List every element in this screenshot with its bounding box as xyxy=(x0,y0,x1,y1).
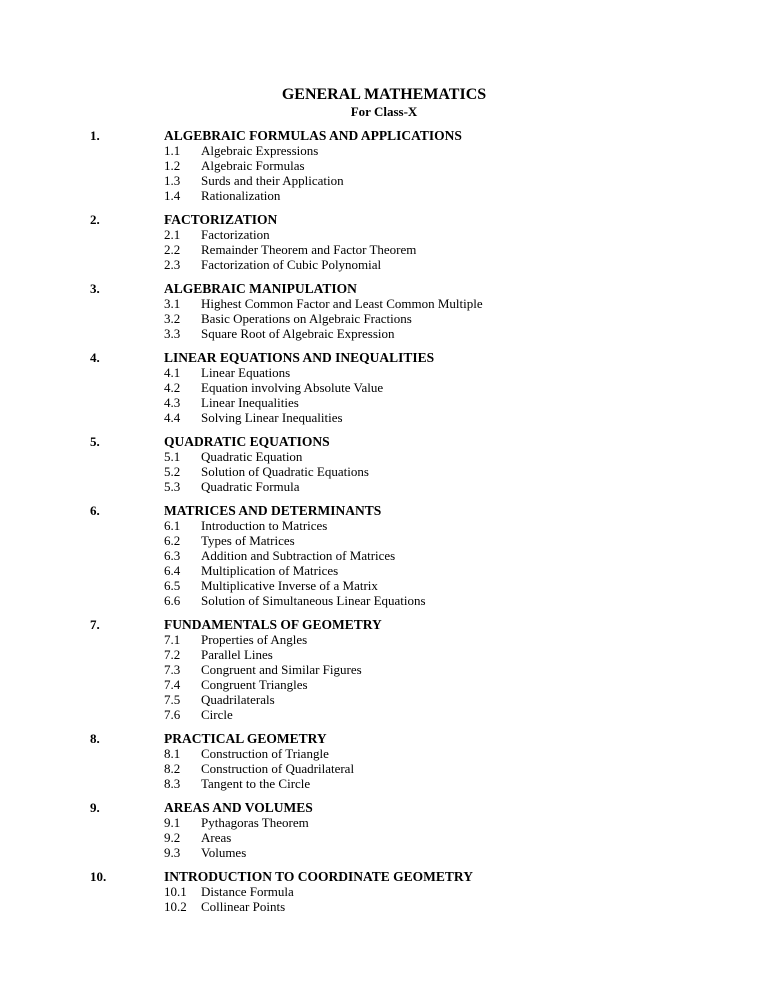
section-list xyxy=(0,815,768,860)
section-label: Volumes xyxy=(201,845,247,860)
chapter-title: INTRODUCTION TO COORDINATE GEOMETRY xyxy=(164,869,473,884)
section-number: 1.2 xyxy=(164,158,181,173)
section-number: 4.2 xyxy=(164,380,181,395)
section-number: 3.1 xyxy=(164,296,181,311)
section-label: Construction of Triangle xyxy=(201,746,329,761)
chapter-number: 5. xyxy=(90,434,100,449)
section-item xyxy=(164,761,768,776)
section-label: Linear Inequalities xyxy=(201,395,299,410)
chapter-entry xyxy=(0,617,768,722)
section-item xyxy=(164,548,768,563)
chapter-number: 9. xyxy=(90,800,100,815)
section-item xyxy=(164,578,768,593)
section-list xyxy=(0,449,768,494)
chapter-entry xyxy=(0,434,768,494)
section-label: Types of Matrices xyxy=(201,533,295,548)
section-label: Algebraic Formulas xyxy=(201,158,305,173)
chapter-title: FUNDAMENTALS OF GEOMETRY xyxy=(164,617,382,632)
chapter-title: ALGEBRAIC MANIPULATION xyxy=(164,281,357,296)
section-label: Congruent Triangles xyxy=(201,677,308,692)
section-number: 2.2 xyxy=(164,242,181,257)
section-list xyxy=(0,296,768,341)
section-item xyxy=(164,188,768,203)
section-item xyxy=(164,410,768,425)
section-item xyxy=(164,173,768,188)
section-label: Pythagoras Theorem xyxy=(201,815,309,830)
chapter-number: 8. xyxy=(90,731,100,746)
section-list xyxy=(0,365,768,425)
chapter-entry xyxy=(0,503,768,608)
section-item xyxy=(164,692,768,707)
section-label: Linear Equations xyxy=(201,365,291,380)
section-item xyxy=(164,662,768,677)
section-list xyxy=(0,143,768,203)
section-label: Basic Operations on Algebraic Fractions xyxy=(201,311,412,326)
section-label: Solving Linear Inequalities xyxy=(201,410,343,425)
section-label: Remainder Theorem and Factor Theorem xyxy=(201,242,417,257)
section-item xyxy=(164,143,768,158)
section-number: 4.4 xyxy=(164,410,181,425)
section-number: 5.2 xyxy=(164,464,181,479)
section-item xyxy=(164,677,768,692)
section-label: Circle xyxy=(201,707,233,722)
section-label: Square Root of Algebraic Expression xyxy=(201,326,395,341)
chapter-entry xyxy=(0,800,768,860)
section-item xyxy=(164,395,768,410)
section-number: 1.3 xyxy=(164,173,181,188)
chapter-entry xyxy=(0,281,768,341)
section-item xyxy=(164,227,768,242)
section-item xyxy=(164,257,768,272)
chapter-title: ALGEBRAIC FORMULAS AND APPLICATIONS xyxy=(164,128,462,143)
section-item xyxy=(164,884,768,899)
section-label: Multiplication of Matrices xyxy=(201,563,339,578)
section-item xyxy=(164,449,768,464)
section-number: 7.1 xyxy=(164,632,181,647)
section-item xyxy=(164,830,768,845)
section-list xyxy=(0,746,768,791)
section-item xyxy=(164,518,768,533)
section-list xyxy=(0,518,768,608)
section-number: 9.2 xyxy=(164,830,181,845)
section-label: Congruent and Similar Figures xyxy=(201,662,362,677)
section-number: 8.3 xyxy=(164,776,181,791)
section-number: 1.1 xyxy=(164,143,181,158)
chapter-number: 2. xyxy=(90,212,100,227)
section-label: Solution of Quadratic Equations xyxy=(201,464,369,479)
section-item xyxy=(164,242,768,257)
section-label: Construction of Quadrilateral xyxy=(201,761,355,776)
chapter-entry xyxy=(0,731,768,791)
chapter-number: 1. xyxy=(90,128,100,143)
section-item xyxy=(164,746,768,761)
section-label: Addition and Subtraction of Matrices xyxy=(201,548,396,563)
section-label: Areas xyxy=(201,830,232,845)
section-number: 6.4 xyxy=(164,563,181,578)
section-label: Quadratic Formula xyxy=(201,479,300,494)
section-number: 10.2 xyxy=(164,899,187,914)
section-label: Surds and their Application xyxy=(201,173,344,188)
section-item xyxy=(164,707,768,722)
section-number: 2.3 xyxy=(164,257,181,272)
section-item xyxy=(164,593,768,608)
section-label: Properties of Angles xyxy=(201,632,308,647)
chapter-entry xyxy=(0,350,768,425)
section-list xyxy=(0,884,768,914)
chapter-entry xyxy=(0,128,768,203)
section-number: 6.1 xyxy=(164,518,181,533)
section-number: 7.4 xyxy=(164,677,181,692)
chapter-number: 4. xyxy=(90,350,100,365)
section-item xyxy=(164,632,768,647)
section-number: 3.3 xyxy=(164,326,181,341)
section-item xyxy=(164,845,768,860)
section-label: Collinear Points xyxy=(201,899,286,914)
chapter-entry xyxy=(0,212,768,272)
section-label: Tangent to the Circle xyxy=(201,776,311,791)
section-label: Highest Common Factor and Least Common Multiple xyxy=(201,296,483,311)
section-number: 6.5 xyxy=(164,578,181,593)
section-item xyxy=(164,464,768,479)
section-number: 5.1 xyxy=(164,449,181,464)
chapter-entry xyxy=(0,869,768,914)
section-item xyxy=(164,158,768,173)
chapter-number: 7. xyxy=(90,617,100,632)
section-number: 7.2 xyxy=(164,647,181,662)
section-item xyxy=(164,479,768,494)
section-number: 6.2 xyxy=(164,533,181,548)
section-number: 1.4 xyxy=(164,188,181,203)
section-item xyxy=(164,380,768,395)
section-label: Multiplicative Inverse of a Matrix xyxy=(201,578,378,593)
section-item xyxy=(164,563,768,578)
section-item xyxy=(164,311,768,326)
chapter-title: AREAS AND VOLUMES xyxy=(164,800,313,815)
section-item xyxy=(164,899,768,914)
section-number: 7.6 xyxy=(164,707,181,722)
section-label: Parallel Lines xyxy=(201,647,273,662)
chapter-title: PRACTICAL GEOMETRY xyxy=(164,731,327,746)
section-list xyxy=(0,632,768,722)
section-item xyxy=(164,815,768,830)
section-number: 10.1 xyxy=(164,884,187,899)
section-label: Rationalization xyxy=(201,188,281,203)
section-item xyxy=(164,365,768,380)
section-label: Distance Formula xyxy=(201,884,294,899)
section-number: 9.1 xyxy=(164,815,181,830)
section-label: Solution of Simultaneous Linear Equations xyxy=(201,593,426,608)
table-of-contents xyxy=(0,128,768,923)
document-title: GENERAL MATHEMATICS xyxy=(281,86,487,103)
section-list xyxy=(0,227,768,272)
section-label: Equation involving Absolute Value xyxy=(201,380,384,395)
chapter-number: 3. xyxy=(90,281,100,296)
section-number: 2.1 xyxy=(164,227,181,242)
section-number: 7.3 xyxy=(164,662,181,677)
section-label: Introduction to Matrices xyxy=(201,518,328,533)
section-number: 9.3 xyxy=(164,845,181,860)
chapter-title: LINEAR EQUATIONS AND INEQUALITIES xyxy=(164,350,435,365)
section-item xyxy=(164,533,768,548)
section-label: Quadratic Equation xyxy=(201,449,303,464)
section-item xyxy=(164,326,768,341)
section-label: Factorization xyxy=(201,227,270,242)
section-item xyxy=(164,776,768,791)
section-number: 7.5 xyxy=(164,692,181,707)
section-label: Factorization of Cubic Polynomial xyxy=(201,257,382,272)
section-number: 6.3 xyxy=(164,548,181,563)
document-subtitle: For Class-X xyxy=(350,104,418,119)
section-number: 6.6 xyxy=(164,593,181,608)
chapter-number: 10. xyxy=(90,869,107,884)
section-item xyxy=(164,296,768,311)
section-number: 5.3 xyxy=(164,479,181,494)
section-label: Quadrilaterals xyxy=(201,692,275,707)
section-number: 4.3 xyxy=(164,395,181,410)
chapter-title: MATRICES AND DETERMINANTS xyxy=(164,503,382,518)
chapter-number: 6. xyxy=(90,503,100,518)
section-number: 8.2 xyxy=(164,761,181,776)
section-label: Algebraic Expressions xyxy=(201,143,319,158)
section-number: 8.1 xyxy=(164,746,181,761)
chapter-title: FACTORIZATION xyxy=(164,212,278,227)
section-number: 3.2 xyxy=(164,311,181,326)
chapter-title: QUADRATIC EQUATIONS xyxy=(164,434,330,449)
section-number: 4.1 xyxy=(164,365,181,380)
section-item xyxy=(164,647,768,662)
